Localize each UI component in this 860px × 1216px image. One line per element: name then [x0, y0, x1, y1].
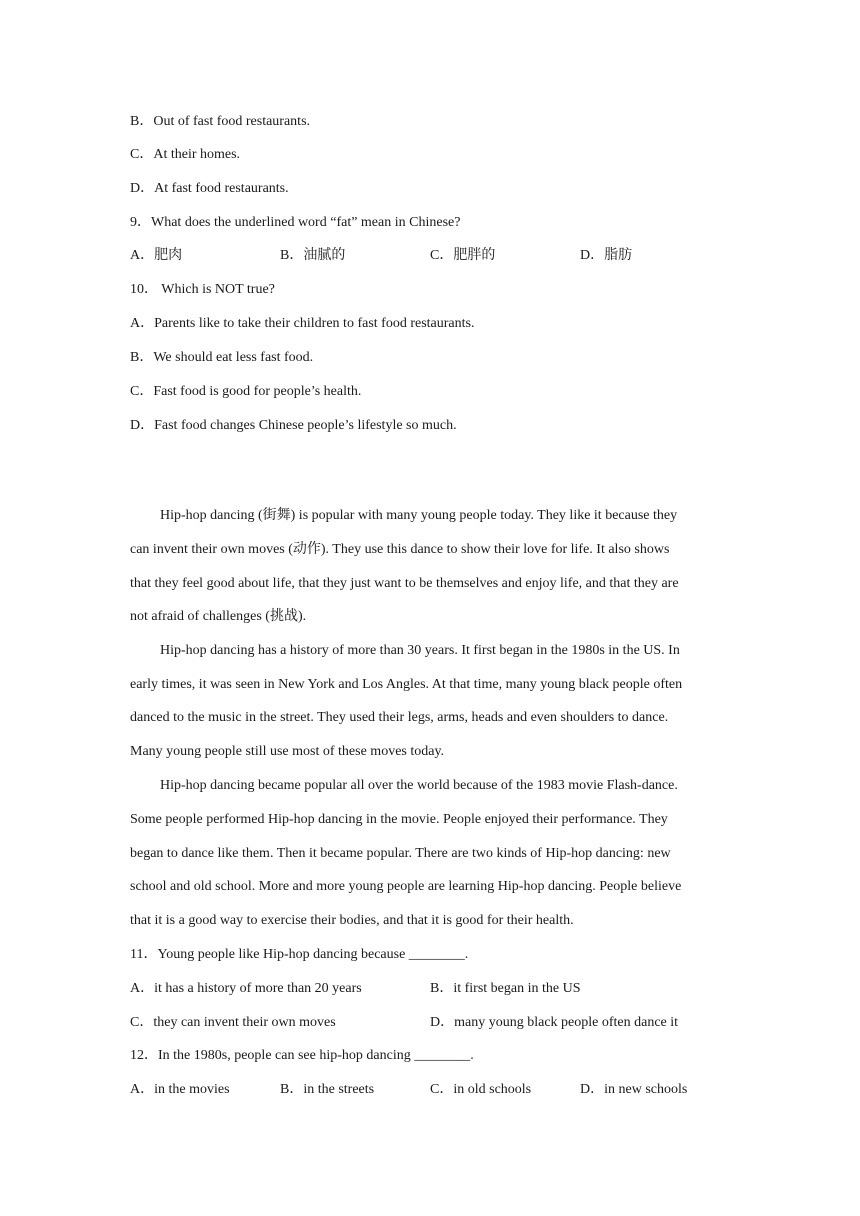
- q12-stem: 12．In the 1980s, people can see hip-hop dancing ________.: [130, 1048, 474, 1063]
- passage-p1-line-2: can invent their own moves (动作). They use this dance to show their love for life. It also shows: [130, 542, 670, 557]
- q8-option-b: B．Out of fast food restaurants.: [130, 114, 311, 129]
- passage-p1-line-4: not afraid of challenges (挑战).: [130, 609, 307, 624]
- q11-option-d: D．many young black people often dance it: [430, 1015, 679, 1030]
- passage-p3-line-5: that it is a good way to exercise their bodies, and that it is good for their health.: [130, 913, 574, 928]
- passage-p2-line-4: Many young people still use most of these moves today.: [130, 744, 445, 759]
- passage-p3-line-2: Some people performed Hip-hop dancing in the movie. People enjoyed their performance. They: [130, 812, 668, 827]
- q12-option-d: D．in new schools: [580, 1082, 688, 1097]
- q9-options: [130, 246, 730, 266]
- q12-options: [130, 1080, 730, 1100]
- q11-stem: 11．Young people like Hip-hop dancing because ________.: [130, 947, 469, 962]
- q9-option-c: C．肥胖的: [430, 248, 496, 263]
- passage-p2-line-2: early times, it was seen in New York and Los Angles. At that time, many young black people often: [130, 677, 683, 692]
- passage-p2-line-3: danced to the music in the street. They used their legs, arms, heads and even shoulders to dance.: [130, 710, 669, 725]
- q11-options-row-2: [130, 1013, 730, 1033]
- q10-option-a: A．Parents like to take their children to fast food restaurants.: [130, 316, 475, 331]
- q11-option-c: C．they can invent their own moves: [130, 1015, 336, 1030]
- passage-p3-line-1: Hip-hop dancing became popular all over the world because of the 1983 movie Flash-dance.: [160, 778, 678, 793]
- passage-p3-line-3: began to dance like them. Then it became popular. There are two kinds of Hip-hop dancing: new: [130, 846, 671, 861]
- passage-p3-line-4: school and old school. More and more young people are learning Hip-hop dancing. People believe: [130, 879, 682, 894]
- q10-option-b: B．We should eat less fast food.: [130, 350, 314, 365]
- q11-option-b: B．it first began in the US: [430, 981, 581, 996]
- q10-option-c: C．Fast food is good for people’s health.: [130, 384, 362, 399]
- q8-option-c: C．At their homes.: [130, 147, 241, 162]
- q9-option-a: A．肥肉: [130, 248, 183, 263]
- q12-option-b: B．in the streets: [280, 1082, 375, 1097]
- q12-option-a: A．in the movies: [130, 1082, 230, 1097]
- q12-option-c: C．in old schools: [430, 1082, 532, 1097]
- passage-p1-line-3: that they feel good about life, that they just want to be themselves and enjoy life, and that they are: [130, 576, 679, 591]
- q10-option-d: D．Fast food changes Chinese people’s lifestyle so much.: [130, 418, 457, 433]
- q10-stem: 10． Which is NOT true?: [130, 282, 275, 297]
- q9-stem: 9．What does the underlined word “fat” mean in Chinese?: [130, 215, 461, 230]
- passage-p1-line-1: Hip-hop dancing (街舞) is popular with many young people today. They like it because they: [160, 508, 678, 523]
- q9-option-b: B．油腻的: [280, 248, 346, 263]
- passage-p2-line-1: Hip-hop dancing has a history of more than 30 years. It first began in the 1980s in the US. In: [160, 643, 680, 658]
- q11-options-row-1: [130, 979, 730, 999]
- q11-option-a: A．it has a history of more than 20 years: [130, 981, 362, 996]
- q8-option-d: D．At fast food restaurants.: [130, 181, 289, 196]
- q9-option-d: D．脂肪: [580, 248, 633, 263]
